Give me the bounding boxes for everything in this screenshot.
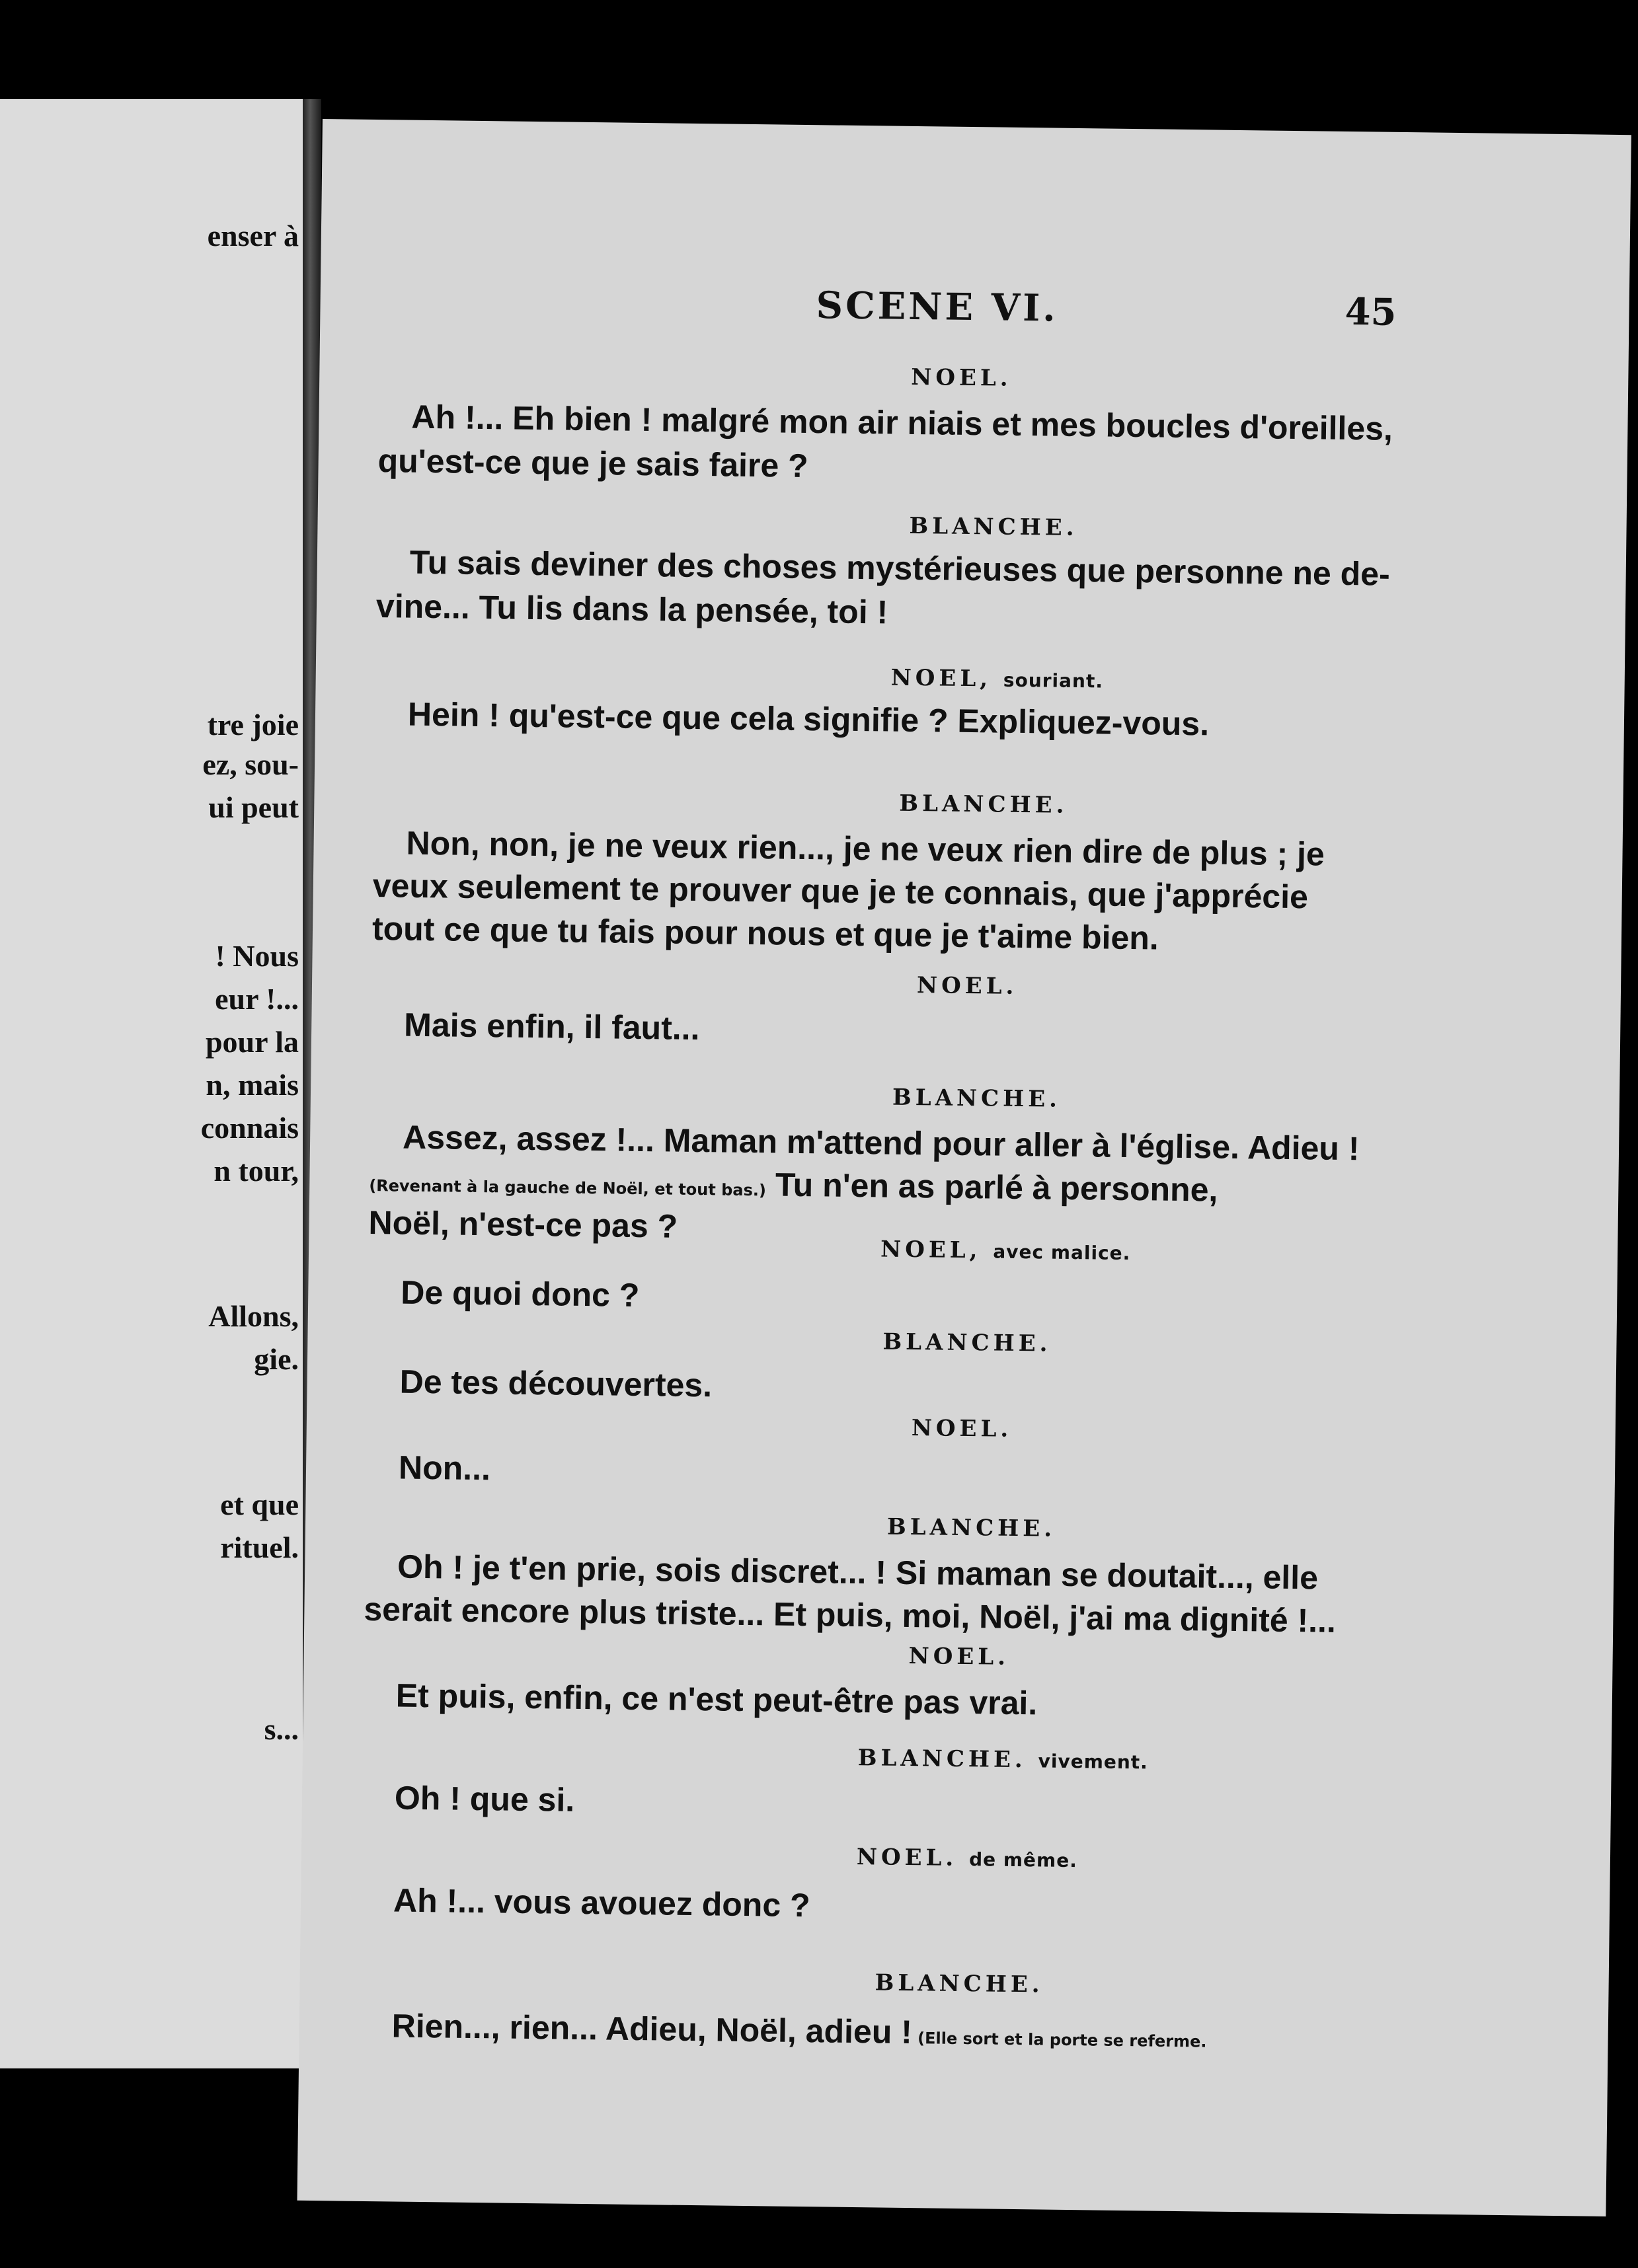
left-page-text-fragment: s... <box>264 1712 299 1746</box>
speaker-label <box>912 1415 1013 1443</box>
speaker-label <box>887 1514 1056 1542</box>
speaker-label <box>857 1844 1077 1873</box>
left-page-text-fragment: n, mais <box>206 1068 299 1102</box>
speaker-label <box>917 972 1018 1000</box>
left-page-text-fragment: tre joie <box>207 708 299 741</box>
dialogue-line: vine... Tu lis dans la pensée, toi ! <box>375 587 888 631</box>
dialogue-line: Oh ! je t'en prie, sois discret... ! Si maman se doutait..., elle <box>397 1548 1319 1597</box>
stage-direction: avec malice. <box>993 1240 1131 1265</box>
speaker-label <box>882 1328 1052 1357</box>
left-page-text-fragment: ez, sou- <box>202 747 299 781</box>
dialogue-line: De quoi donc ? <box>400 1273 640 1314</box>
speaker-name: NOEL. <box>908 1643 1010 1671</box>
speaker-name: BLANCHE. <box>886 1513 1056 1542</box>
running-head: SCENE VI. <box>816 284 1059 330</box>
left-page-text-fragment: pour la <box>205 1025 299 1059</box>
stage-direction: vivement. <box>1038 1750 1149 1774</box>
left-page-text-fragment: rituel. <box>220 1531 299 1564</box>
dialogue-text: Rien..., rien... Adieu, Noël, adieu ! <box>391 2007 913 2051</box>
left-page-text-fragment: n tour, <box>214 1154 299 1188</box>
speaker-name: BLANCHE. <box>909 512 1078 542</box>
speaker-name: BLANCHE. <box>899 790 1068 819</box>
speaker-label <box>890 665 1103 694</box>
speaker-name: BLANCHE. <box>882 1328 1052 1357</box>
inline-stage-direction: (Revenant à la gauche de Noël, et tout bas.) <box>369 1176 767 1200</box>
speaker-name: BLANCHE. <box>875 1969 1044 1998</box>
dialogue-line: Ah !... Eh bien ! malgré mon air niais et mes boucles d'oreilles, <box>411 398 1393 447</box>
speaker-name: BLANCHE. <box>892 1084 1062 1113</box>
speaker-name: NOEL. <box>916 972 1018 1000</box>
speaker-label <box>909 513 1078 541</box>
speaker-label <box>908 1643 1009 1671</box>
inline-stage-direction: (Elle sort et la porte se referme. <box>912 2029 1207 2051</box>
dialogue-line: Non, non, je ne veux rien..., je ne veux rien dire de plus ; je <box>406 824 1325 873</box>
speaker-label <box>858 1745 1149 1774</box>
stage-direction: de même. <box>968 1848 1078 1872</box>
dialogue-line: Hein ! qu'est-ce que cela signifie ? Expliquez-vous. <box>407 695 1210 743</box>
dialogue-line: De tes découvertes. <box>399 1363 713 1404</box>
dialogue-line <box>369 1160 1218 1209</box>
dialogue-line: Et puis, enfin, ce n'est peut-être pas vrai. <box>395 1677 1038 1722</box>
dialogue-line: Assez, assez !... Maman m'attend pour aller à l'église. Adieu ! <box>402 1118 1360 1168</box>
dialogue-line: veux seulement te prouver que je te connais, que j'apprécie <box>372 867 1309 916</box>
left-page-text-fragment: eur !... <box>215 982 299 1016</box>
left-page-text-fragment: et que <box>220 1488 299 1521</box>
dialogue-text: Tu n'en as parlé à personne, <box>765 1166 1218 1209</box>
speaker-name: NOEL, <box>890 664 992 693</box>
speaker-label <box>899 790 1068 819</box>
speaker-label <box>892 1084 1062 1113</box>
left-page-text-fragment: ! Nous <box>215 939 299 973</box>
dialogue-line: Ah !... vous avouez donc ? <box>393 1881 810 1924</box>
left-page-text-fragment: Allons, <box>208 1299 299 1333</box>
dialogue-line: serait encore plus triste... Et puis, moi, Noël, j'ai ma dignité !... <box>364 1590 1337 1640</box>
speaker-label <box>911 364 1012 392</box>
speaker-name: NOEL. <box>856 1844 958 1871</box>
dialogue-line: Oh ! que si. <box>394 1779 575 1819</box>
dialogue-line: Tu sais deviner des choses mystérieuses que personne ne de- <box>409 543 1391 593</box>
dialogue-line: tout ce que tu fais pour nous et que je t'aime bien. <box>371 910 1159 957</box>
dialogue-line: Non... <box>398 1449 491 1488</box>
left-page-text-fragment: gie. <box>254 1342 299 1376</box>
speaker-name: NOEL. <box>911 1415 1013 1443</box>
left-page-text-fragment: enser à <box>207 219 299 252</box>
speaker-name: NOEL, <box>880 1236 982 1264</box>
previous-page-fragment <box>0 99 311 2068</box>
stage-direction: souriant. <box>1003 669 1104 693</box>
speaker-label <box>880 1236 1131 1266</box>
left-page-text-fragment: ui peut <box>208 790 299 824</box>
book-page <box>297 119 1631 2216</box>
page-number: 45 <box>1345 289 1397 334</box>
dialogue-line: Mais enfin, il faut... <box>403 1006 700 1047</box>
speaker-name: BLANCHE. <box>857 1745 1027 1774</box>
dialogue-line: Noël, n'est-ce pas ? <box>368 1203 678 1245</box>
dialogue-line: qu'est-ce que je sais faire ? <box>377 442 809 485</box>
speaker-label <box>875 1969 1044 1998</box>
dialogue-line <box>391 2006 1207 2055</box>
left-page-text-fragment: connais <box>200 1111 299 1145</box>
speaker-name: NOEL. <box>911 363 1012 392</box>
